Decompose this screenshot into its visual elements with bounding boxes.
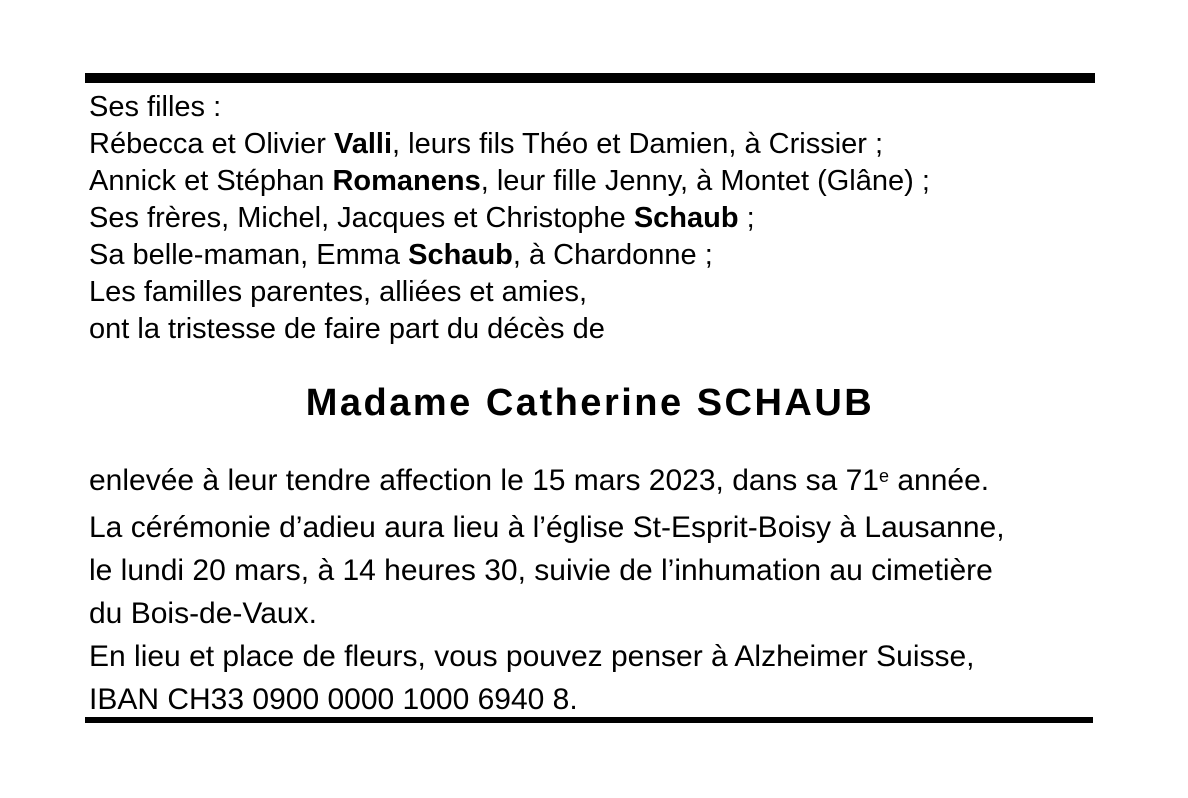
family-line bbox=[89, 311, 930, 348]
details-line bbox=[89, 506, 1005, 549]
family-name-bold: Schaub bbox=[408, 239, 513, 271]
family-line-text: , leur fille Jenny, à Montet (Glâne) ; bbox=[480, 165, 930, 197]
notice-sheet bbox=[85, 0, 1095, 798]
details-paragraph bbox=[89, 459, 1005, 721]
top-rule bbox=[85, 73, 1095, 83]
family-line-text: , leurs fils Théo et Damien, à Crissier ; bbox=[392, 128, 884, 160]
family-name-bold: Romanens bbox=[332, 165, 481, 197]
family-line bbox=[89, 200, 930, 237]
family-name-bold: Valli bbox=[334, 128, 393, 160]
details-line-text: année. bbox=[889, 464, 990, 497]
details-line bbox=[89, 635, 1005, 678]
details-line bbox=[89, 459, 1005, 506]
details-line bbox=[89, 678, 1005, 721]
details-line-text: le lundi 20 mars, à 14 heures 30, suivie de l’inhumation au cimetière bbox=[89, 554, 993, 587]
family-line-text: Sa belle-maman, Emma bbox=[89, 239, 409, 271]
family-line-text: ont la tristesse de faire part du décès de bbox=[89, 313, 605, 345]
family-line-text: Ses filles : bbox=[89, 91, 222, 123]
details-line-text: du Bois-de-Vaux. bbox=[89, 597, 317, 630]
family-line-text: , à Chardonne ; bbox=[512, 239, 713, 271]
family-line-text: Rébecca et Olivier bbox=[89, 128, 334, 160]
family-name-bold: Schaub bbox=[633, 202, 739, 234]
deceased-name-title: Madame Catherine SCHAUB bbox=[305, 382, 875, 424]
family-line bbox=[89, 126, 930, 163]
family-line-text: Annick et Stéphan bbox=[89, 165, 333, 197]
family-line-text: ; bbox=[738, 202, 755, 234]
details-line bbox=[89, 549, 1005, 592]
family-line-text: Les familles parentes, alliées et amies, bbox=[89, 276, 588, 308]
ordinal-superscript: e bbox=[878, 465, 889, 486]
bottom-rule bbox=[85, 717, 1093, 723]
family-line bbox=[89, 237, 930, 274]
family-line-text: Ses frères, Michel, Jacques et Christophe bbox=[89, 202, 634, 234]
family-line bbox=[89, 163, 930, 200]
details-line-text: IBAN CH33 0900 0000 1000 6940 8. bbox=[89, 683, 578, 716]
family-paragraph bbox=[89, 89, 930, 348]
details-line bbox=[89, 592, 1005, 635]
details-line-text: La cérémonie d’adieu aura lieu à l’église St-Esprit-Boisy à Lausanne, bbox=[89, 511, 1005, 544]
details-line-text: enlevée à leur tendre affection le 15 mars 2023, dans sa 71 bbox=[89, 464, 879, 497]
family-line bbox=[89, 274, 930, 311]
details-line-text: En lieu et place de fleurs, vous pouvez penser à Alzheimer Suisse, bbox=[89, 640, 975, 673]
family-line bbox=[89, 89, 930, 126]
